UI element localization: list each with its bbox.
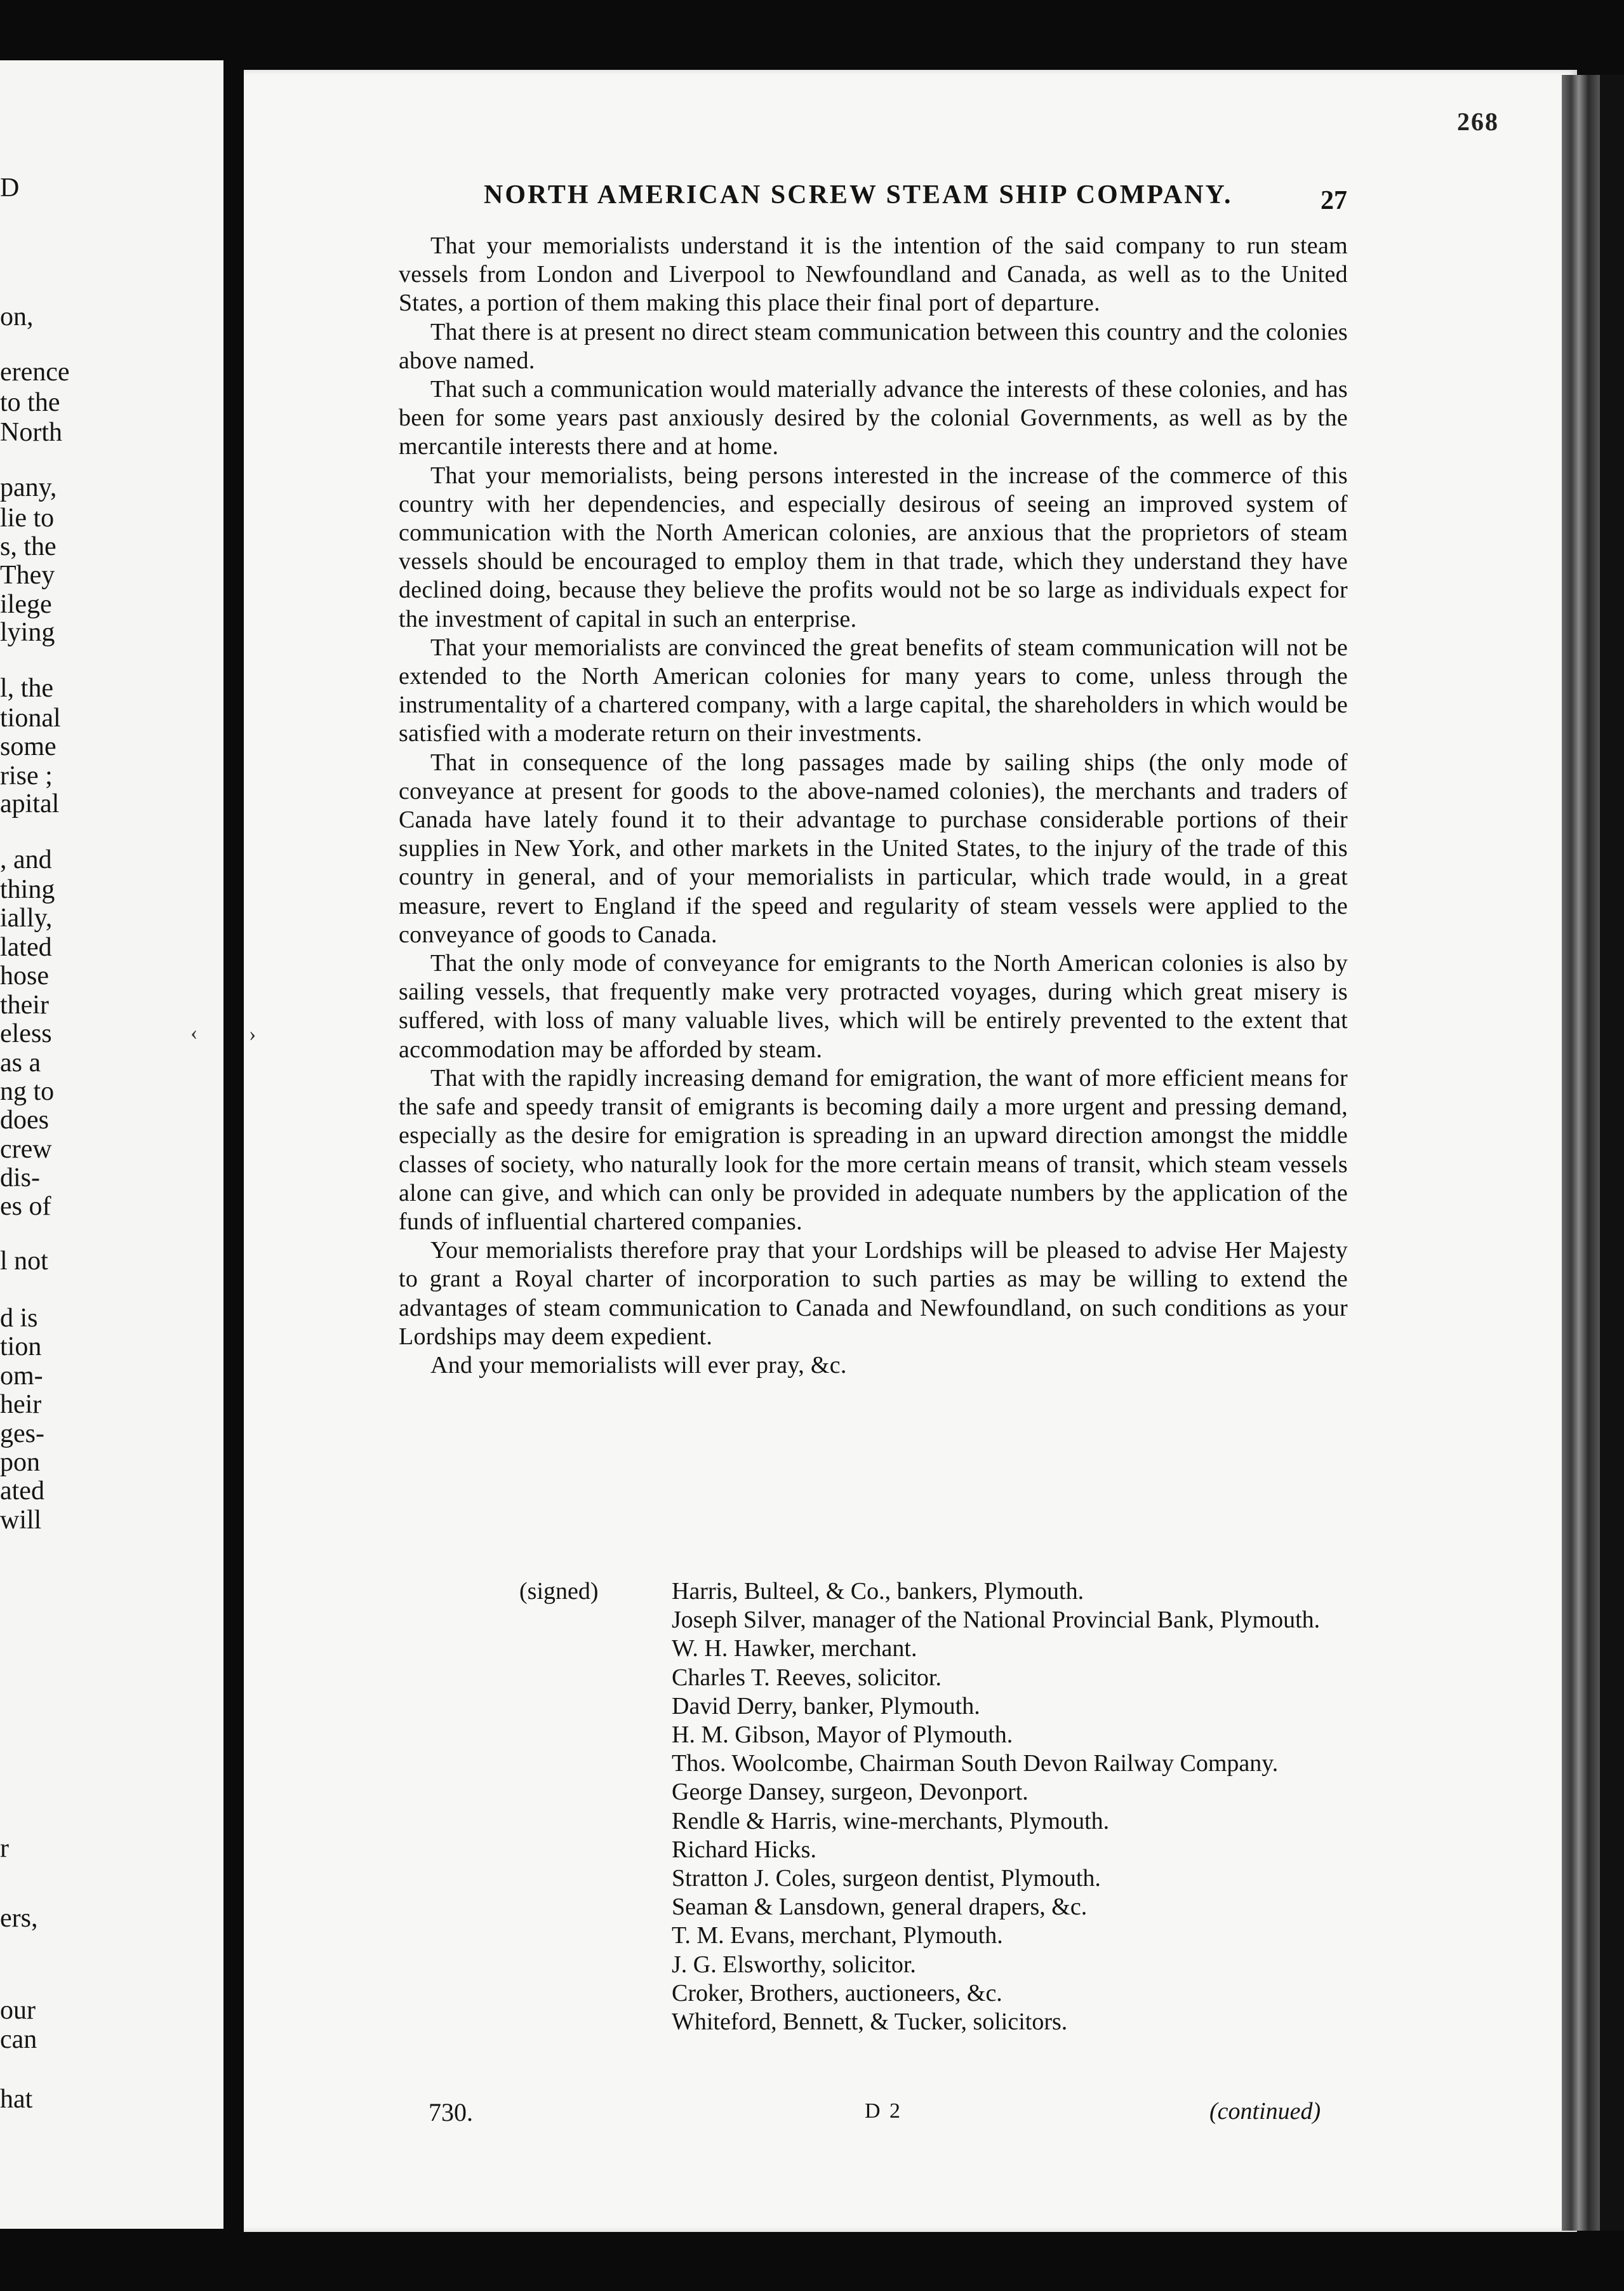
left-page-fragment: North	[0, 418, 62, 447]
signed-label: (signed)	[519, 1578, 599, 1605]
signer-entry: Charles T. Reeves, solicitor.	[672, 1664, 942, 1691]
signer-entry: Thos. Woolcombe, Chairman South Devon Railway Company.	[672, 1750, 1279, 1777]
signer-entry: J. G. Elsworthy, solicitor.	[672, 1951, 916, 1978]
left-page-fragment: d is	[0, 1304, 38, 1333]
left-page-fragment: erence	[0, 357, 70, 387]
signer-entry: Seaman & Lansdown, general drapers, &c.	[672, 1894, 1088, 1921]
page-stack-shadow	[1600, 75, 1624, 2231]
left-page-fragment: pany,	[0, 473, 57, 502]
memorial-body	[399, 232, 1348, 1380]
left-page-fragment: apital	[0, 789, 60, 818]
signer-entry: Stratton J. Coles, surgeon dentist, Plymouth.	[672, 1865, 1101, 1892]
binding-mark-right: ›	[249, 1022, 256, 1046]
left-page-fragment: hose	[0, 961, 49, 991]
left-page-fragment: r	[0, 1834, 9, 1863]
paragraph: That your memorialists understand it is the intention of the said company to run steam vessels from London and Liverpool to Newfoundland and Canada, as well as to the United States, a portion of them making this place their final port of departure.	[399, 232, 1348, 317]
paragraph: Your memorialists therefore pray that your Lordships will be pleased to advise Her Majesty to grant a Royal charter of incorporation to such parties as may be willing to extend the advantages of steam communication to Canada and Newfoundland, on such conditions as your Lordships may deem expedient.	[399, 1237, 1348, 1350]
left-page-fragment: crew	[0, 1135, 52, 1164]
left-page-fragment: ially,	[0, 904, 53, 933]
signer-entry: W. H. Hawker, merchant.	[672, 1635, 917, 1662]
facing-page-left	[0, 60, 223, 2229]
signer-entry: David Derry, banker, Plymouth.	[672, 1692, 980, 1720]
signer-list	[672, 1577, 1345, 2036]
footer-signature-mark: D 2	[865, 2099, 903, 2123]
signer-entry: Rendle & Harris, wine-merchants, Plymouth.	[672, 1807, 1110, 1834]
left-page-fragment: some	[0, 732, 57, 761]
left-page-fragment: eless	[0, 1019, 52, 1048]
signer-entry: Harris, Bulteel, & Co., bankers, Plymouth.	[672, 1578, 1084, 1605]
left-page-fragment: om-	[0, 1361, 43, 1391]
signer-entry: Whiteford, Bennett, & Tucker, solicitors.	[672, 2008, 1068, 2036]
left-page-fragment: heir	[0, 1390, 42, 1419]
left-page-fragment: They	[0, 561, 55, 590]
left-page-fragment: dis-	[0, 1163, 40, 1192]
signer-entry: George Dansey, surgeon, Devonport.	[672, 1779, 1028, 1806]
page-stack-edge	[1562, 75, 1600, 2231]
paragraph: That with the rapidly increasing demand for emigration, the want of more efficient means for the safe and speedy transit of emigrants is becoming daily a more urgent and pressing demand, especially as the desire for emigration is spreading in an upward direction amongst the middle classes of society, who naturally look for the more certain means of transit, which steam vessels alone can give, and which can only be provided in adequate numbers by the application of the funds of influential chartered companies.	[399, 1064, 1348, 1235]
paragraph: And your memorialists will ever pray, &c.	[430, 1351, 847, 1379]
signer-entry: T. M. Evans, merchant, Plymouth.	[672, 1922, 1003, 1949]
left-page-fragment: thing	[0, 875, 55, 904]
left-page-fragment: to the	[0, 388, 60, 417]
footer-continued: (continued)	[1209, 2098, 1321, 2125]
left-page-fragment: ers,	[0, 1904, 38, 1933]
left-page-fragment: ated	[0, 1476, 44, 1506]
left-page-fragment: tion	[0, 1332, 42, 1361]
left-page-fragment: rise ;	[0, 761, 53, 791]
left-page-fragment: as a	[0, 1048, 41, 1078]
signer-entry: Richard Hicks.	[672, 1836, 816, 1863]
left-page-fragment: lated	[0, 933, 52, 962]
signer-entry: H. M. Gibson, Mayor of Plymouth.	[672, 1721, 1013, 1749]
left-page-fragment: l not	[0, 1246, 48, 1276]
paragraph: That your memorialists, being persons interested in the increase of the commerce of this country with her dependencies, and especially desirous of seeing an improved system of communication with the North American colonies, are anxious that the proprietors of steam vessels should be encouraged to employ them in that trade, which they understand they have declined doing, because they believe the profits would not be so large as individuals expect for the investment of capital in such an enterprise.	[399, 462, 1348, 632]
left-page-fragment: ilege	[0, 590, 52, 619]
left-page-fragment: D	[0, 173, 20, 203]
page-number: 27	[1321, 186, 1347, 215]
left-page-fragment: s, the	[0, 532, 57, 561]
signer-entry: Croker, Brothers, auctioneers, &c.	[672, 1979, 1002, 2007]
left-page-fragment: will	[0, 1506, 42, 1535]
left-page-fragment: tional	[0, 704, 61, 733]
folio-mark: 268	[1457, 107, 1499, 136]
left-page-fragment: lie to	[0, 504, 55, 533]
left-page-fragment: hat	[0, 2085, 33, 2114]
left-page-fragment: our	[0, 1996, 36, 2025]
left-page-fragment: their	[0, 991, 49, 1020]
left-page-fragment: , and	[0, 845, 52, 874]
left-page-fragment: on,	[0, 302, 34, 331]
paragraph: That such a communication would materially advance the interests of these colonies, and has been for some years past anxiously desired by the colonial Governments, as well as by the mercantile interests there and at home.	[399, 376, 1348, 460]
paragraph: That your memorialists are convinced the great benefits of steam communication will not be extended to the North American colonies for many years to come, unless through the instrumentality of a chartered company, with a large capital, the shareholders in which would be satisfied with a moderate return on their investments.	[399, 634, 1348, 747]
running-head: NORTH AMERICAN SCREW STEAM SHIP COMPANY.	[484, 180, 1233, 210]
left-page-fragment: pon	[0, 1448, 40, 1477]
left-page-fragment: l, the	[0, 674, 53, 703]
signer-entry: Joseph Silver, manager of the National Provincial Bank, Plymouth.	[672, 1606, 1321, 1634]
paragraph: That in consequence of the long passages made by sailing ships (the only mode of conveyance at present for goods to the above-named colonies), the merchants and traders of Canada have lately found it to their advantage to purchase considerable portions of their supplies in New York, and other markets in the United States, to the injury of the trade of this country in general, and of your memorialists in particular, which trade would, in a great measure, revert to England if the speed and regularity of steam vessels were applied to the conveyance of goods to Canada.	[399, 749, 1348, 948]
left-page-fragment: does	[0, 1105, 49, 1135]
left-page-fragment: can	[0, 2025, 37, 2054]
binding-mark-left: ‹	[190, 1021, 198, 1045]
left-page-fragment: ng to	[0, 1077, 55, 1106]
footer-sessional-number: 730.	[429, 2098, 473, 2127]
left-page-fragment: lying	[0, 618, 55, 647]
paragraph: That the only mode of conveyance for emigrants to the North American colonies is also by sailing vessels, that frequently make very protracted voyages, during which great misery is suffered, with loss of many valuable lives, which will be entirely prevented to the extent that accommodation may be afforded by steam.	[399, 950, 1348, 1063]
left-page-fragment: ges-	[0, 1419, 44, 1448]
paragraph: That there is at present no direct steam communication between this country and the colonies above named.	[399, 318, 1348, 374]
left-page-fragment: es of	[0, 1192, 51, 1221]
